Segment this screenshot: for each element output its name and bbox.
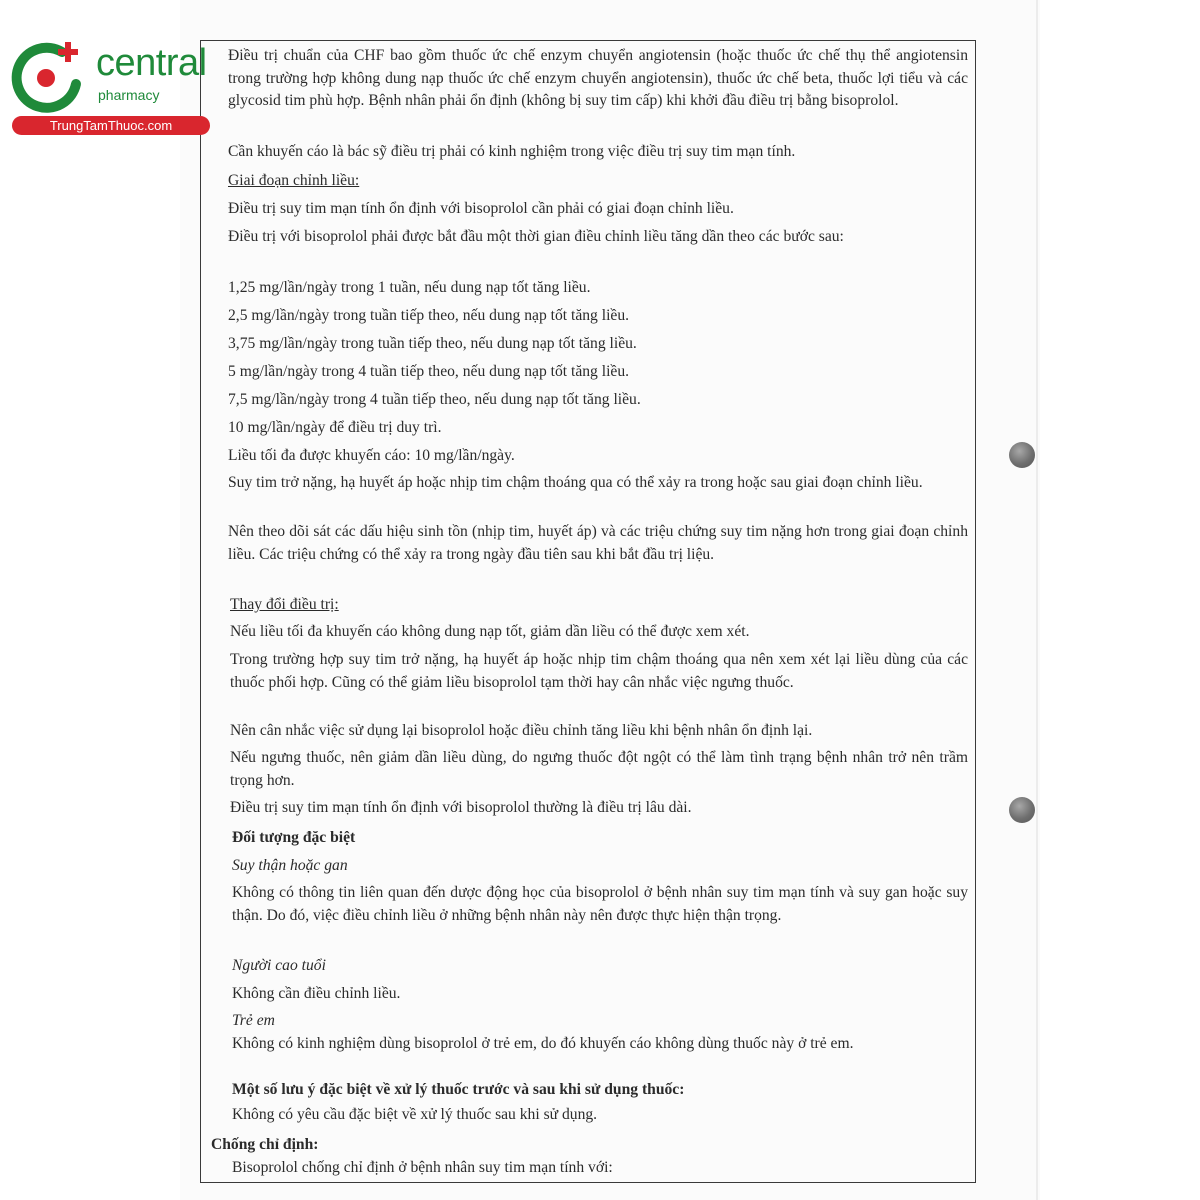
heading-special-populations: Đối tượng đặc biệt — [232, 829, 356, 846]
logo-url-badge: TrungTamThuoc.com — [12, 116, 210, 135]
dose-step-2: 2,5 mg/lần/ngày trong tuần tiếp theo, nếu dung nạp tốt tăng liều. — [228, 307, 630, 324]
paragraph-contraindications: Bisoprolol chống chỉ định ở bệnh nhân suy tim mạn tính với: — [232, 1159, 613, 1176]
dose-step-5: 7,5 mg/lần/ngày trong 4 tuần tiếp theo, nếu dung nạp tốt tăng liều. — [228, 391, 641, 408]
paragraph-children: Không có kinh nghiệm dùng bisoprolol ở trẻ em, do đó khuyến cáo không dùng thuốc này ở trẻ em. — [232, 1035, 854, 1052]
paragraph-doctor-experience: Cần khuyến cáo là bác sỹ điều trị phải có kinh nghiệm trong việc điều trị suy tim mạn tính. — [228, 143, 796, 160]
logo-name: central — [96, 42, 207, 84]
dose-step-4: 5 mg/lần/ngày trong 4 tuần tiếp theo, nếu dung nạp tốt tăng liều. — [228, 363, 630, 380]
paragraph-worsening-adjust: Trong trường hợp suy tim trở nặng, hạ huyết áp hoặc nhịp tim chậm thoáng qua nên xem xét lại liều dùng của các thuốc phối hợp. Cũng có thể giảm liều bisoprolol tạm thời hay cân nhắc việc ngưng thuốc. — [230, 651, 968, 691]
paragraph-reduce-dose: Nếu liều tối đa khuyến cáo không dung nạp tốt, giảm dần liều có thể được xem xét. — [230, 623, 750, 640]
dose-step-3: 3,75 mg/lần/ngày trong tuần tiếp theo, nếu dung nạp tốt tăng liều. — [228, 335, 637, 352]
paragraph-max-dose: Liều tối đa được khuyến cáo: 10 mg/lần/ngày. — [228, 447, 515, 464]
dose-step-6: 10 mg/lần/ngày để điều trị duy trì. — [228, 419, 442, 436]
heading-treatment-change: Thay đổi điều trị: — [230, 596, 339, 613]
paragraph-standard-treatment: Điều trị chuẩn của CHF bao gồm thuốc ức chế enzym chuyển angiotensin (hoặc thuốc ức chế thụ thể angiotensin trong trường hợp không dung nạp thuốc ức chế enzym chuyển angiotensin), thuốc ức chế beta, thuốc lợi tiểu và các glycosid tim phù hợp. Bệnh nhân phải ổn định (không bị suy tim cấp) khi khởi đầu điều trị bằng bisoprolol. — [228, 47, 968, 109]
logo-subtitle: pharmacy — [98, 87, 160, 103]
page-edge — [1036, 0, 1038, 1200]
heading-handling-notes: Một số lưu ý đặc biệt về xử lý thuốc trước và sau khi sử dụng thuốc: — [232, 1081, 685, 1098]
central-pharmacy-logo-icon — [10, 38, 90, 118]
subheading-renal-hepatic: Suy thận hoặc gan — [232, 857, 348, 874]
paragraph-discontinue: Nếu ngưng thuốc, nên giảm dần liều dùng, do ngưng thuốc đột ngột có thể làm tình trạng bệnh nhân trở nên trầm trọng hơn. — [230, 749, 968, 789]
subheading-children: Trẻ em — [232, 1012, 275, 1029]
paragraph-titration-required: Điều trị suy tim mạn tính ổn định với bisoprolol cần phải có giai đoạn chỉnh liều. — [228, 200, 734, 217]
punch-hole-bottom — [1009, 797, 1035, 823]
paragraph-titration-steps: Điều trị với bisoprolol phải được bắt đầu một thời gian điều chỉnh liều tăng dần theo các bước sau: — [228, 228, 844, 245]
heading-titration-phase: Giai đoạn chỉnh liều: — [228, 172, 360, 189]
heading-contraindications: Chống chỉ định: — [211, 1136, 319, 1153]
paragraph-long-term: Điều trị suy tim mạn tính ổn định với bisoprolol thường là điều trị lâu dài. — [230, 799, 692, 816]
paragraph-monitoring: Nên theo dõi sát các dấu hiệu sinh tồn (nhịp tim, huyết áp) và các triệu chứng suy tim nặng hơn trong giai đoạn chỉnh liều. Các triệu chứng có thể xảy ra trong ngày đầu tiên sau khi bắt đầu trị liệu. — [228, 523, 968, 563]
punch-hole-top — [1009, 442, 1035, 468]
dose-step-1: 1,25 mg/lần/ngày trong 1 tuần, nếu dung nạp tốt tăng liều. — [228, 279, 591, 296]
paragraph-reintroduce: Nên cân nhắc việc sử dụng lại bisoprolol hoặc điều chỉnh tăng liều khi bệnh nhân ổn định lại. — [230, 722, 813, 739]
paragraph-elderly: Không cần điều chỉnh liều. — [232, 985, 401, 1002]
brand-logo — [10, 38, 215, 138]
paragraph-handling: Không có yêu cầu đặc biệt về xử lý thuốc sau khi sử dụng. — [232, 1106, 598, 1123]
paragraph-worsening: Suy tim trở nặng, hạ huyết áp hoặc nhịp tim chậm thoáng qua có thể xảy ra trong hoặc sau giai đoạn chỉnh liều. — [228, 474, 923, 491]
paragraph-renal-hepatic: Không có thông tin liên quan đến dược động học của bisoprolol ở bệnh nhân suy tim mạn tính và suy gan hoặc suy thận. Do đó, việc điều chỉnh liều ở những bệnh nhân này nên được thực hiện thận trọng. — [232, 884, 968, 924]
subheading-elderly: Người cao tuổi — [232, 957, 326, 974]
